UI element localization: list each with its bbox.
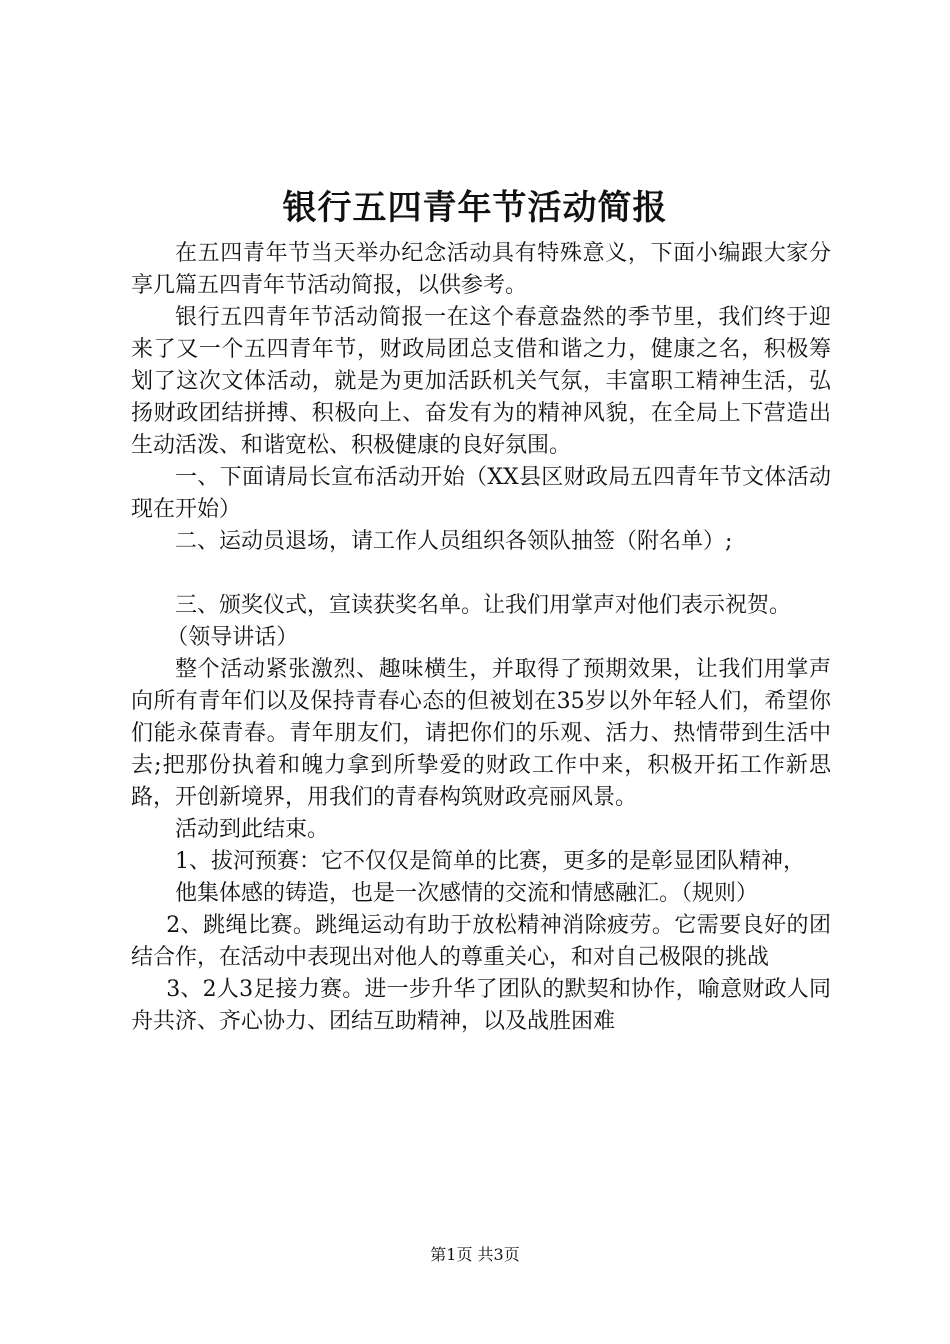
paragraph-item-tug-of-war-cont: 他集体感的铸造，也是一次感情的交流和情感融汇。（规则） (175, 881, 759, 906)
paragraph-closing: 活动到此结束。 (175, 817, 330, 842)
paragraph-step-two: 二、运动员退场，请工作人员组织各领队抽签（附名单）; (175, 529, 733, 554)
document-title: 银行五四青年节活动简报 (282, 188, 668, 228)
paragraph-intro: 在五四青年节当天举办纪念活动具有特殊意义，下面小编跟大家分享几篇五四青年节活动简报，以供参考。 (131, 241, 831, 298)
paragraph-step-one: 一、下面请局长宣布活动开始（XX县区财政局五四青年节文体活动现在开始） (131, 465, 831, 522)
paragraph-item-rope-skipping: 2、跳绳比赛。跳绳运动有助于放松精神消除疲劳。它需要良好的团结合作，在活动中表现出对他人的尊重关心，和对自己极限的挑战 (131, 913, 831, 970)
paragraph-summary: 整个活动紧张激烈、趣味横生，并取得了预期效果，让我们用掌声向所有青年们以及保持青春心态的但被划在35岁以外年轻人们，希望你们能永葆青春。青年朋友们，请把你们的乐观、活力、热情带到生活中去;把那份执着和魄力拿到所挚爱的财政工作中来，积极开拓工作新思路，开创新境界，用我们的青春构筑财政亮丽风景。 (131, 657, 831, 810)
paragraph-briefing-one: 银行五四青年节活动简报一在这个春意盎然的季节里，我们终于迎来了又一个五四青年节，财政局团总支借和谐之力，健康之名，积极筹划了这次文体活动，就是为更加活跃机关气氛，丰富职工精神生活，弘扬财政团结拼搏、积极向上、奋发有为的精神风貌，在全局上下营造出生动活泼、和谐宽松、积极健康的良好氛围。 (131, 305, 831, 458)
paragraph-item-relay: 3、2人3足接力赛。进一步升华了团队的默契和协作，喻意财政人同舟共济、齐心协力、团结互助精神，以及战胜困难 (131, 977, 831, 1034)
document-body (131, 238, 831, 1038)
page-number: 第1页 共3页 (430, 1245, 520, 1264)
paragraph-step-three: 三、颁奖仪式，宣读获奖名单。让我们用掌声对他们表示祝贺。 (175, 593, 792, 618)
paragraph-item-tug-of-war: 1、拔河预赛：它不仅仅是简单的比赛，更多的是彰显团队精神， (175, 849, 805, 874)
paragraph-leader-speech: （领导讲话） (166, 625, 299, 650)
